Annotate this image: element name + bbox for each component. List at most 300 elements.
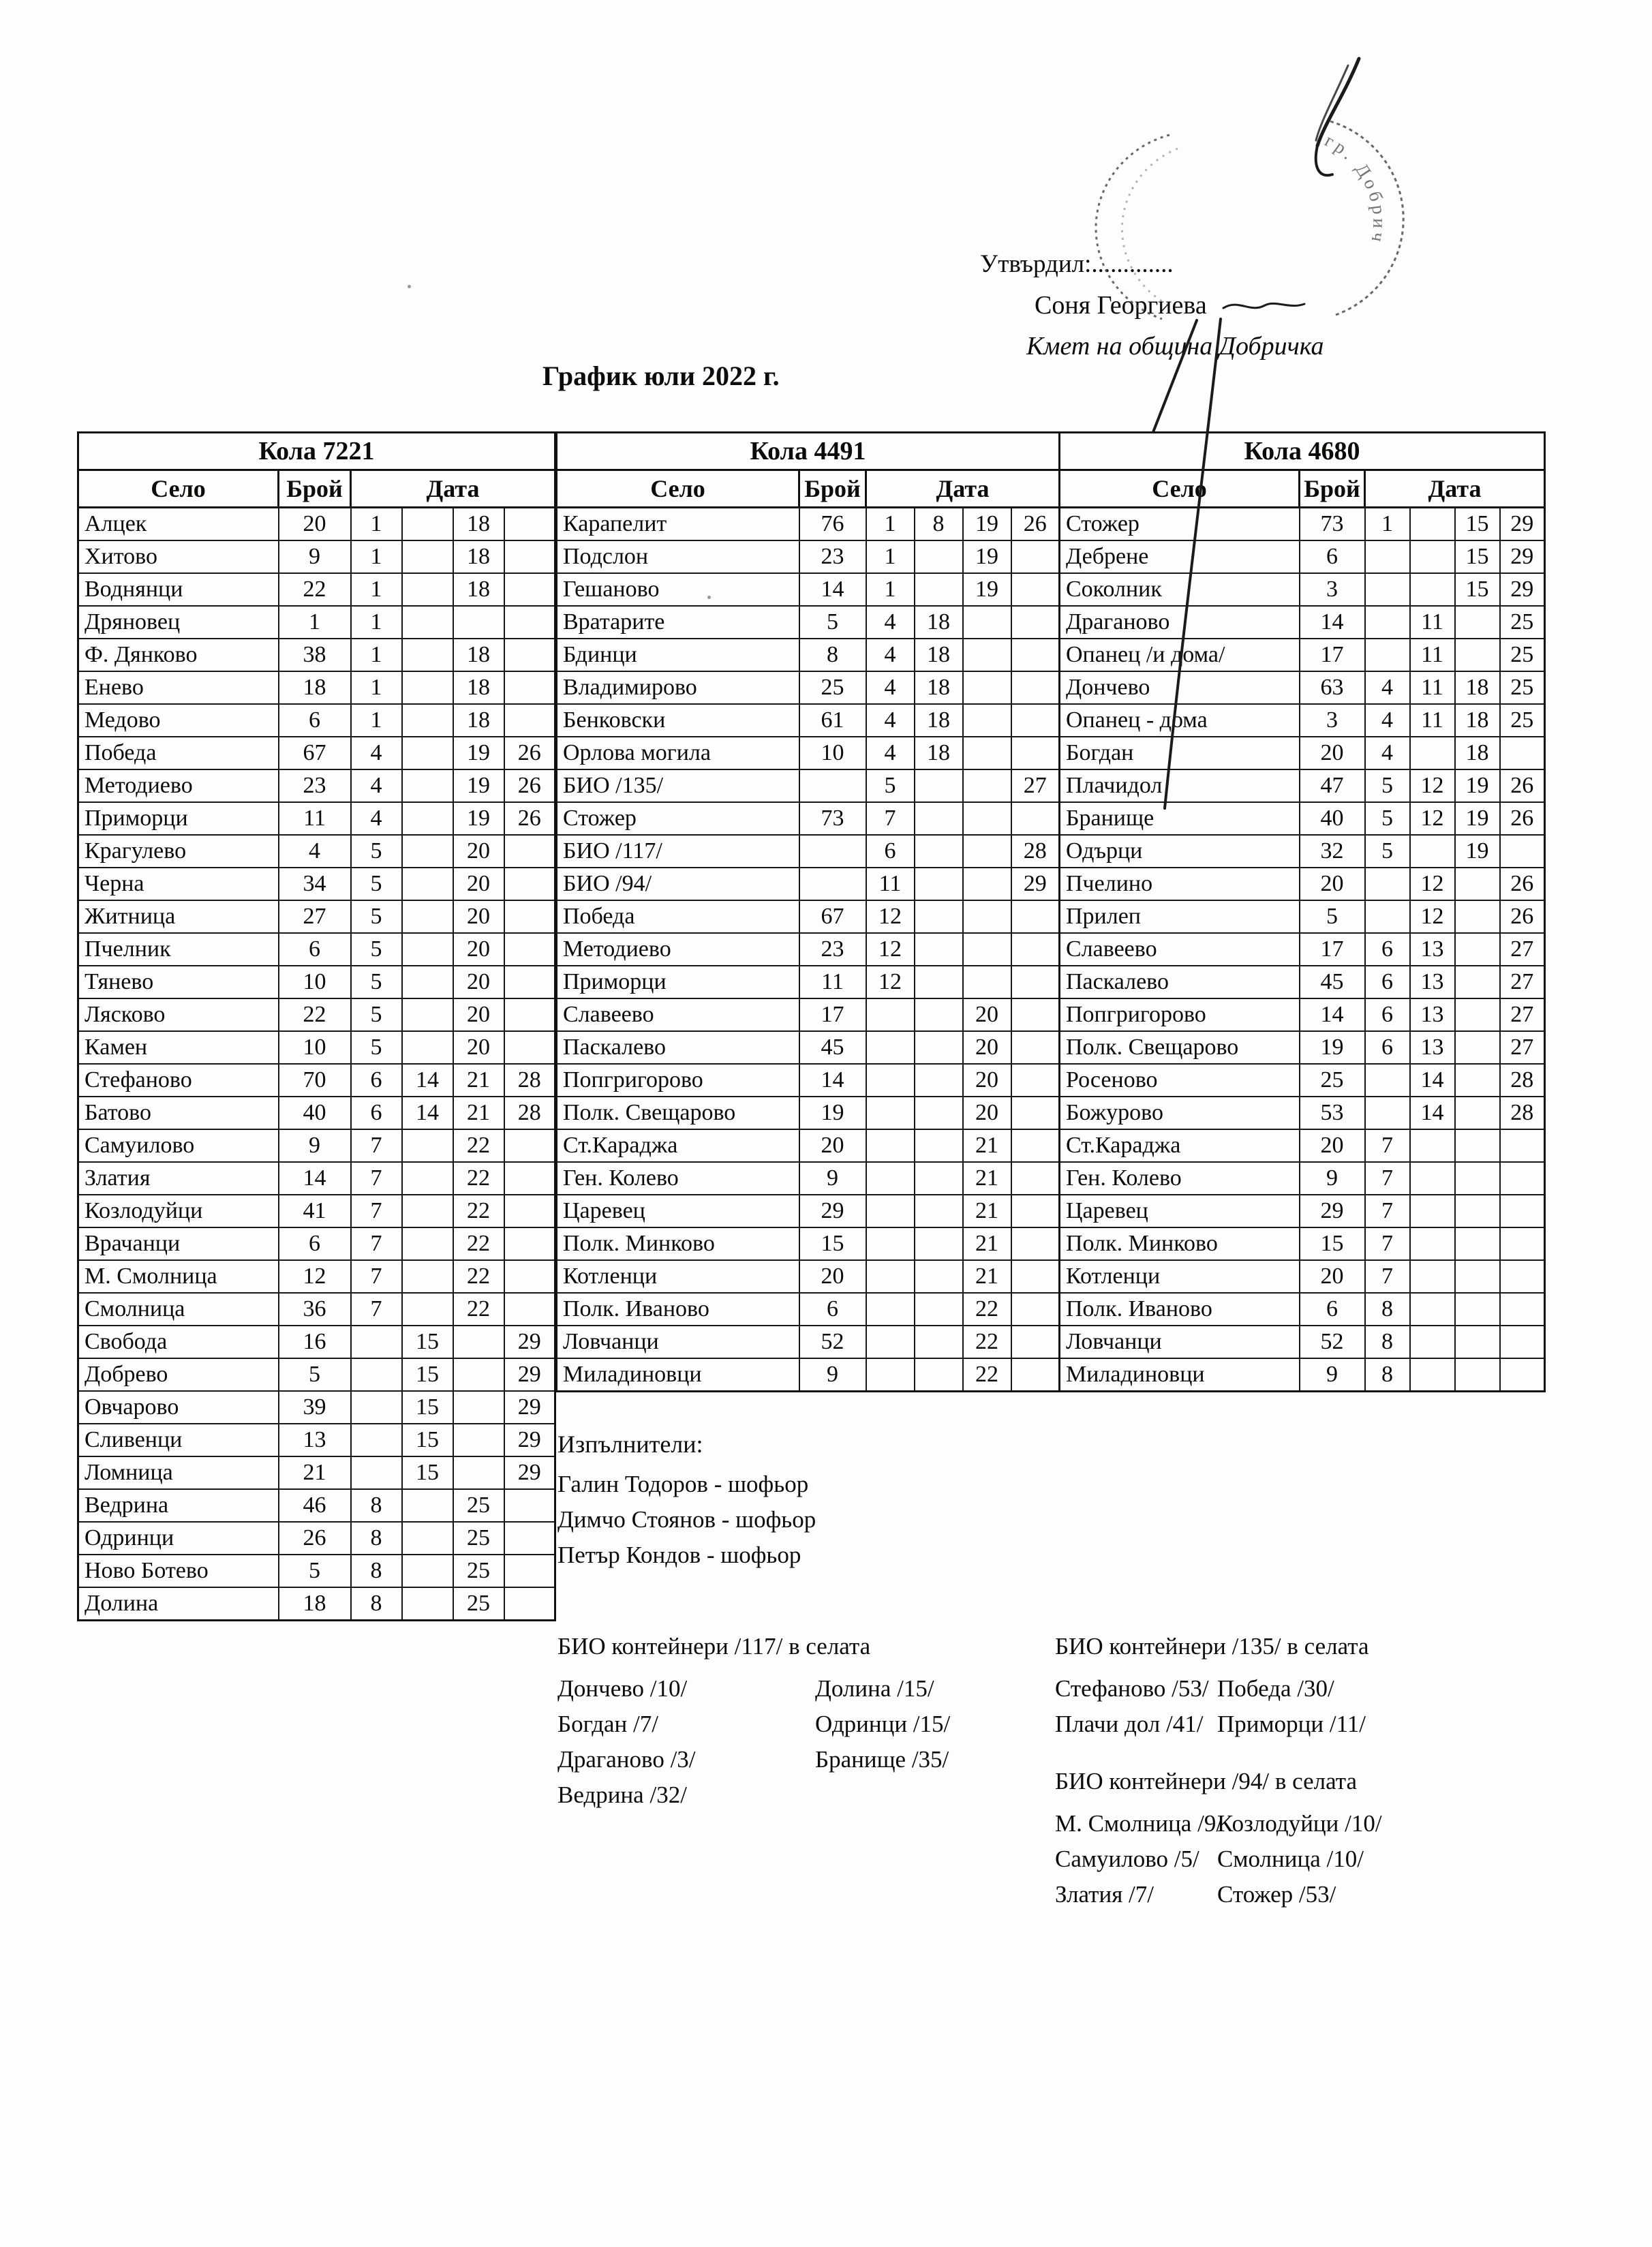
date-cell: 28	[1500, 1097, 1545, 1129]
document-title: График юли 2022 г.	[542, 361, 780, 391]
village-cell: Царевец	[557, 1195, 799, 1227]
date-cell: 14	[1410, 1064, 1455, 1097]
date-cell	[1500, 1162, 1545, 1195]
date-cell	[402, 868, 453, 900]
village-cell: Смолница	[78, 1293, 279, 1326]
bio-column-1	[1055, 1671, 1217, 1742]
date-cell	[915, 835, 963, 868]
date-cell: 6	[1365, 998, 1410, 1031]
bio-section-heading: БИО контейнери /117/ в селата	[557, 1633, 871, 1660]
date-cell	[402, 802, 453, 835]
table-row	[557, 1293, 1060, 1326]
date-cell: 22	[963, 1293, 1011, 1326]
date-cell: 13	[1410, 1031, 1455, 1064]
table-row	[78, 1522, 555, 1555]
date-cell	[402, 1587, 453, 1621]
count-cell: 20	[799, 1129, 866, 1162]
list-item: Победа /30/	[1217, 1675, 1334, 1702]
date-cell	[504, 1587, 555, 1621]
date-cell: 4	[866, 704, 915, 737]
table-row	[1060, 1227, 1545, 1260]
vehicle-table-7221	[77, 431, 556, 1621]
table-row	[78, 1587, 555, 1621]
date-cell: 18	[453, 704, 504, 737]
executors-list	[557, 1467, 816, 1573]
count-cell: 5	[1300, 900, 1365, 933]
count-cell: 23	[799, 540, 866, 573]
date-cell	[1455, 1129, 1500, 1162]
table-row	[557, 868, 1060, 900]
table-row	[557, 1097, 1060, 1129]
village-cell: Паскалево	[1060, 966, 1300, 998]
village-cell: Подслон	[557, 540, 799, 573]
date-cell	[1455, 1326, 1500, 1358]
count-cell: 27	[279, 900, 351, 933]
table-row	[1060, 1031, 1545, 1064]
date-cell	[1011, 966, 1060, 998]
date-cell	[866, 1064, 915, 1097]
date-cell: 22	[453, 1293, 504, 1326]
date-cell: 26	[504, 769, 555, 802]
date-cell: 4	[866, 671, 915, 704]
date-cell: 6	[1365, 966, 1410, 998]
date-cell: 4	[866, 639, 915, 671]
date-cell	[504, 1195, 555, 1227]
count-cell: 14	[1300, 606, 1365, 639]
village-cell: Попгригорово	[557, 1064, 799, 1097]
date-cell	[1011, 1031, 1060, 1064]
date-cell: 18	[915, 737, 963, 769]
date-cell: 8	[1365, 1358, 1410, 1392]
date-cell: 26	[1011, 508, 1060, 541]
date-cell: 20	[963, 998, 1011, 1031]
date-cell: 25	[453, 1489, 504, 1522]
date-cell: 25	[1500, 671, 1545, 704]
count-cell: 4	[279, 835, 351, 868]
signature-stroke	[1316, 65, 1348, 140]
list-item: Стефаново /53/	[1055, 1675, 1209, 1702]
list-item: Петър Кондов - шофьор	[557, 1542, 801, 1568]
vehicle-table-host-7221	[77, 431, 556, 1621]
date-cell	[1455, 1097, 1500, 1129]
vehicle-table-host-4680	[1058, 431, 1546, 1392]
stamp-city-text: гр. Добрич	[1321, 129, 1390, 247]
table-row	[78, 802, 555, 835]
stamp-right-arc	[1330, 121, 1403, 315]
table-row	[78, 1064, 555, 1097]
date-cell	[915, 966, 963, 998]
count-cell: 32	[1300, 835, 1365, 868]
date-cell: 7	[1365, 1162, 1410, 1195]
date-cell	[1410, 1358, 1455, 1392]
count-cell: 5	[279, 1358, 351, 1391]
count-cell: 9	[1300, 1162, 1365, 1195]
date-cell	[1011, 1260, 1060, 1293]
executors-block	[557, 1430, 816, 1573]
table-row	[1060, 737, 1545, 769]
count-cell: 34	[279, 868, 351, 900]
village-cell: Методиево	[557, 933, 799, 966]
village-cell: Полк. Минково	[557, 1227, 799, 1260]
date-cell: 27	[1500, 933, 1545, 966]
date-cell	[1455, 1260, 1500, 1293]
date-cell	[1011, 671, 1060, 704]
bio-column-1	[557, 1671, 815, 1813]
table-row	[557, 1129, 1060, 1162]
date-cell: 4	[1365, 671, 1410, 704]
table-row	[78, 1097, 555, 1129]
date-cell: 22	[453, 1162, 504, 1195]
count-cell: 20	[1300, 1129, 1365, 1162]
date-cell: 5	[351, 998, 402, 1031]
date-cell: 18	[915, 704, 963, 737]
column-header-date: Дата	[1365, 470, 1545, 508]
list-item: Драганово /3/	[557, 1746, 696, 1773]
date-cell: 5	[866, 769, 915, 802]
table-row	[78, 1293, 555, 1326]
count-cell: 20	[1300, 737, 1365, 769]
count-cell: 18	[279, 1587, 351, 1621]
date-cell: 8	[351, 1555, 402, 1587]
date-cell: 21	[963, 1162, 1011, 1195]
date-cell	[1011, 606, 1060, 639]
date-cell: 18	[915, 671, 963, 704]
village-cell: Ловчанци	[1060, 1326, 1300, 1358]
village-cell: Воднянци	[78, 573, 279, 606]
date-cell: 20	[963, 1031, 1011, 1064]
count-cell: 40	[279, 1097, 351, 1129]
date-cell: 7	[351, 1195, 402, 1227]
list-item: Козлодуйци /10/	[1217, 1810, 1382, 1837]
count-cell: 3	[1300, 573, 1365, 606]
date-cell: 1	[351, 671, 402, 704]
date-cell	[402, 540, 453, 573]
table-row	[557, 802, 1060, 835]
date-cell	[915, 1129, 963, 1162]
date-cell	[402, 966, 453, 998]
date-cell: 11	[1410, 639, 1455, 671]
list-item: Самуилово /5/	[1055, 1846, 1199, 1872]
village-cell: Стефаново	[78, 1064, 279, 1097]
date-cell: 4	[1365, 704, 1410, 737]
table-row	[1060, 769, 1545, 802]
count-cell: 73	[1300, 508, 1365, 541]
date-cell: 25	[1500, 606, 1545, 639]
count-cell: 6	[279, 933, 351, 966]
date-cell	[915, 802, 963, 835]
date-cell: 15	[402, 1456, 453, 1489]
village-cell: Ст.Караджа	[557, 1129, 799, 1162]
date-cell	[1455, 933, 1500, 966]
date-cell: 7	[1365, 1195, 1410, 1227]
column-header-count: Брой	[799, 470, 866, 508]
date-cell	[1500, 737, 1545, 769]
village-cell: Приморци	[78, 802, 279, 835]
village-cell: Ведрина	[78, 1489, 279, 1522]
date-cell: 12	[1410, 900, 1455, 933]
village-cell: Овчарово	[78, 1391, 279, 1424]
table-row	[1060, 671, 1545, 704]
date-cell	[963, 900, 1011, 933]
date-cell	[963, 835, 1011, 868]
date-cell	[1365, 606, 1410, 639]
village-cell: Бдинци	[557, 639, 799, 671]
table-row	[1060, 1326, 1545, 1358]
date-cell: 1	[351, 639, 402, 671]
village-cell: Енево	[78, 671, 279, 704]
count-cell: 25	[1300, 1064, 1365, 1097]
list-item: Галин Тодоров - шофьор	[557, 1471, 809, 1497]
count-cell: 6	[1300, 1293, 1365, 1326]
village-cell: Одърци	[1060, 835, 1300, 868]
date-cell	[351, 1326, 402, 1358]
date-cell: 4	[866, 606, 915, 639]
village-cell: БИО /117/	[557, 835, 799, 868]
count-cell: 6	[1300, 540, 1365, 573]
date-cell: 12	[866, 900, 915, 933]
count-cell: 23	[279, 769, 351, 802]
village-cell: Богдан	[1060, 737, 1300, 769]
table-row	[557, 998, 1060, 1031]
date-cell	[915, 1064, 963, 1097]
date-cell	[402, 639, 453, 671]
village-cell: Приморци	[557, 966, 799, 998]
date-cell	[1365, 1064, 1410, 1097]
count-cell	[799, 835, 866, 868]
date-cell	[866, 1031, 915, 1064]
date-cell	[915, 1195, 963, 1227]
count-cell: 14	[279, 1162, 351, 1195]
date-cell	[402, 835, 453, 868]
count-cell: 76	[799, 508, 866, 541]
date-cell	[402, 1522, 453, 1555]
date-cell	[402, 769, 453, 802]
table-row	[78, 1260, 555, 1293]
date-cell	[504, 1293, 555, 1326]
table-row	[557, 966, 1060, 998]
date-cell: 1	[866, 508, 915, 541]
date-cell: 29	[1500, 508, 1545, 541]
count-cell: 52	[1300, 1326, 1365, 1358]
date-cell	[1011, 737, 1060, 769]
table-row	[78, 671, 555, 704]
date-cell	[915, 933, 963, 966]
date-cell: 7	[866, 802, 915, 835]
date-cell: 6	[351, 1064, 402, 1097]
table-row	[78, 966, 555, 998]
count-cell: 6	[279, 704, 351, 737]
village-cell: Полк. Иваново	[1060, 1293, 1300, 1326]
date-cell: 15	[1455, 573, 1500, 606]
date-cell: 18	[915, 606, 963, 639]
count-cell: 20	[279, 508, 351, 541]
date-cell	[915, 1031, 963, 1064]
date-cell: 13	[1410, 966, 1455, 998]
date-cell: 8	[351, 1587, 402, 1621]
date-cell: 27	[1500, 998, 1545, 1031]
date-cell	[1455, 1293, 1500, 1326]
table-row	[78, 1391, 555, 1424]
bio-column-2	[1217, 1671, 1366, 1742]
date-cell: 27	[1500, 966, 1545, 998]
count-cell: 17	[799, 998, 866, 1031]
date-cell: 18	[453, 639, 504, 671]
date-cell	[1410, 1293, 1455, 1326]
date-cell	[1011, 1162, 1060, 1195]
date-cell	[504, 900, 555, 933]
table-row	[557, 1326, 1060, 1358]
date-cell: 5	[1365, 802, 1410, 835]
date-cell	[1410, 835, 1455, 868]
count-cell: 14	[1300, 998, 1365, 1031]
table-row	[1060, 1195, 1545, 1227]
table-row	[1060, 966, 1545, 998]
table-title-row	[1060, 433, 1545, 470]
date-cell	[915, 868, 963, 900]
table-row	[1060, 802, 1545, 835]
list-item: Долина /15/	[815, 1675, 934, 1702]
date-cell	[915, 1326, 963, 1358]
village-cell: Драганово	[1060, 606, 1300, 639]
table-row	[557, 900, 1060, 933]
date-cell	[1410, 1162, 1455, 1195]
village-cell: Гешаново	[557, 573, 799, 606]
table-row	[78, 1195, 555, 1227]
bio-section-135	[1055, 1633, 1369, 1742]
date-cell: 7	[1365, 1129, 1410, 1162]
table-row	[1060, 1097, 1545, 1129]
date-cell: 29	[1500, 540, 1545, 573]
table-header-row	[557, 470, 1060, 508]
table-row	[557, 671, 1060, 704]
village-cell: Добрево	[78, 1358, 279, 1391]
table-row	[557, 704, 1060, 737]
date-cell: 22	[453, 1195, 504, 1227]
date-cell	[453, 606, 504, 639]
date-cell: 18	[1455, 704, 1500, 737]
date-cell	[915, 1358, 963, 1392]
date-cell: 1	[351, 704, 402, 737]
table-row	[1060, 835, 1545, 868]
village-cell: Паскалево	[557, 1031, 799, 1064]
village-cell: Хитово	[78, 540, 279, 573]
count-cell: 36	[279, 1293, 351, 1326]
date-cell	[504, 966, 555, 998]
count-cell: 20	[1300, 1260, 1365, 1293]
village-cell: Сливенци	[78, 1424, 279, 1456]
list-item: Стожер /53/	[1217, 1881, 1336, 1908]
date-cell: 28	[1011, 835, 1060, 868]
count-cell: 40	[1300, 802, 1365, 835]
date-cell: 25	[453, 1587, 504, 1621]
date-cell	[915, 900, 963, 933]
date-cell: 19	[1455, 802, 1500, 835]
village-cell: Лясково	[78, 998, 279, 1031]
date-cell	[963, 769, 1011, 802]
signature-stroke	[1223, 303, 1304, 308]
date-cell: 29	[504, 1358, 555, 1391]
date-cell	[1365, 573, 1410, 606]
date-cell	[866, 1260, 915, 1293]
count-cell: 9	[799, 1162, 866, 1195]
date-cell: 12	[1410, 802, 1455, 835]
date-cell	[866, 1358, 915, 1392]
date-cell	[915, 573, 963, 606]
date-cell: 4	[351, 769, 402, 802]
table-row	[1060, 1064, 1545, 1097]
date-cell	[453, 1326, 504, 1358]
village-cell: Пчелник	[78, 933, 279, 966]
date-cell: 22	[453, 1129, 504, 1162]
stamp-left-inner-arc	[1122, 149, 1178, 307]
date-cell	[1011, 639, 1060, 671]
count-cell: 9	[1300, 1358, 1365, 1392]
village-cell: Полк. Свещарово	[557, 1097, 799, 1129]
date-cell	[866, 1227, 915, 1260]
date-cell	[1365, 868, 1410, 900]
village-cell: Соколник	[1060, 573, 1300, 606]
table-row	[1060, 639, 1545, 671]
date-cell: 20	[453, 835, 504, 868]
village-cell: Ген. Колево	[1060, 1162, 1300, 1195]
village-cell: Медово	[78, 704, 279, 737]
date-cell	[402, 933, 453, 966]
count-cell: 53	[1300, 1097, 1365, 1129]
date-cell	[402, 998, 453, 1031]
date-cell: 20	[963, 1097, 1011, 1129]
date-cell	[963, 966, 1011, 998]
date-cell	[402, 737, 453, 769]
village-cell: Ст.Караджа	[1060, 1129, 1300, 1162]
count-cell: 1	[279, 606, 351, 639]
date-cell	[504, 606, 555, 639]
date-cell	[504, 1031, 555, 1064]
stamp-text	[1321, 130, 1390, 247]
count-cell: 70	[279, 1064, 351, 1097]
count-cell: 67	[279, 737, 351, 769]
date-cell: 19	[963, 573, 1011, 606]
count-cell: 11	[799, 966, 866, 998]
date-cell	[453, 1358, 504, 1391]
date-cell	[1011, 704, 1060, 737]
date-cell	[402, 1489, 453, 1522]
count-cell: 39	[279, 1391, 351, 1424]
count-cell: 29	[799, 1195, 866, 1227]
date-cell: 14	[1410, 1097, 1455, 1129]
date-cell	[1011, 1129, 1060, 1162]
table-row	[78, 508, 555, 541]
date-cell	[915, 769, 963, 802]
date-cell: 14	[402, 1097, 453, 1129]
date-cell: 4	[351, 802, 402, 835]
count-cell: 8	[799, 639, 866, 671]
village-cell: Славеево	[1060, 933, 1300, 966]
village-cell: Свобода	[78, 1326, 279, 1358]
date-cell	[1011, 1097, 1060, 1129]
table-header-row	[1060, 470, 1545, 508]
table-row	[1060, 573, 1545, 606]
village-cell: Врачанци	[78, 1227, 279, 1260]
date-cell: 21	[963, 1227, 1011, 1260]
count-cell: 52	[799, 1326, 866, 1358]
list-item: Одринци /15/	[815, 1711, 951, 1737]
date-cell	[402, 1031, 453, 1064]
village-cell: Козлодуйци	[78, 1195, 279, 1227]
date-cell	[402, 508, 453, 541]
column-header-village: Село	[557, 470, 799, 508]
village-cell: Опанец - дома	[1060, 704, 1300, 737]
date-cell	[915, 1227, 963, 1260]
